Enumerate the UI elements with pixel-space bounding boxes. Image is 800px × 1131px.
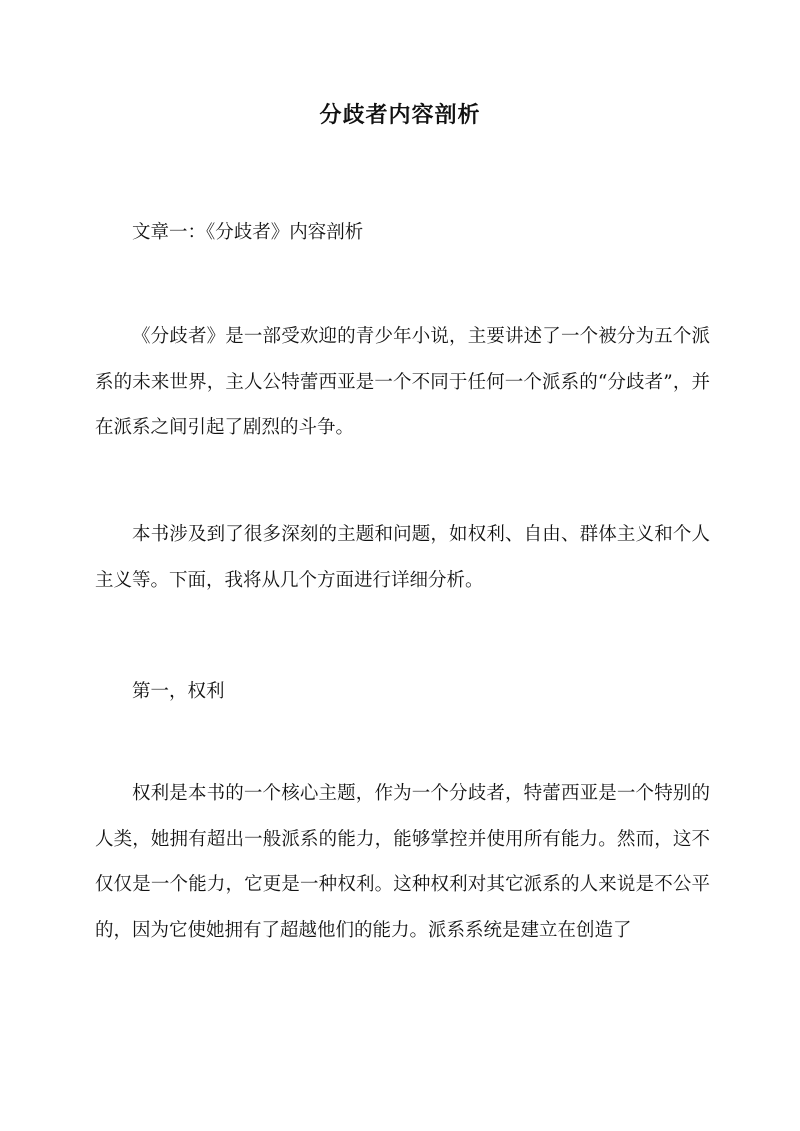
article-subtitle: 文章一：《分歧者》内容剖析 — [132, 222, 364, 243]
rights-paragraph: 权利是本书的一个核心主题，作为一个分歧者，特蕾西亚是一个特别的人类，她拥有超出一般派系的能力，能够掌控并使用所有能力。然而，这不仅仅是一个能力，它更是一种权利。这种权利对其它派系的人来说是不公平的，因为它使她拥有了超越他们的能力。派系系统是建立在创造了 — [95, 783, 710, 941]
themes-paragraph: 本书涉及到了很多深刻的主题和问题，如权利、自由、群体主义和个人主义等。下面，我将从几个方面进行详细分析。 — [95, 524, 710, 591]
intro-paragraph: 《分歧者》是一部受欢迎的青少年小说，主要讲述了一个被分为五个派系的未来世界，主人公特蕾西亚是一个不同于任何一个派系的“分歧者”，并在派系之间引起了剧烈的斗争。 — [95, 326, 710, 438]
section-heading-rights: 第一，权利 — [132, 681, 225, 702]
document-title: 分歧者内容剖析 — [319, 102, 481, 128]
